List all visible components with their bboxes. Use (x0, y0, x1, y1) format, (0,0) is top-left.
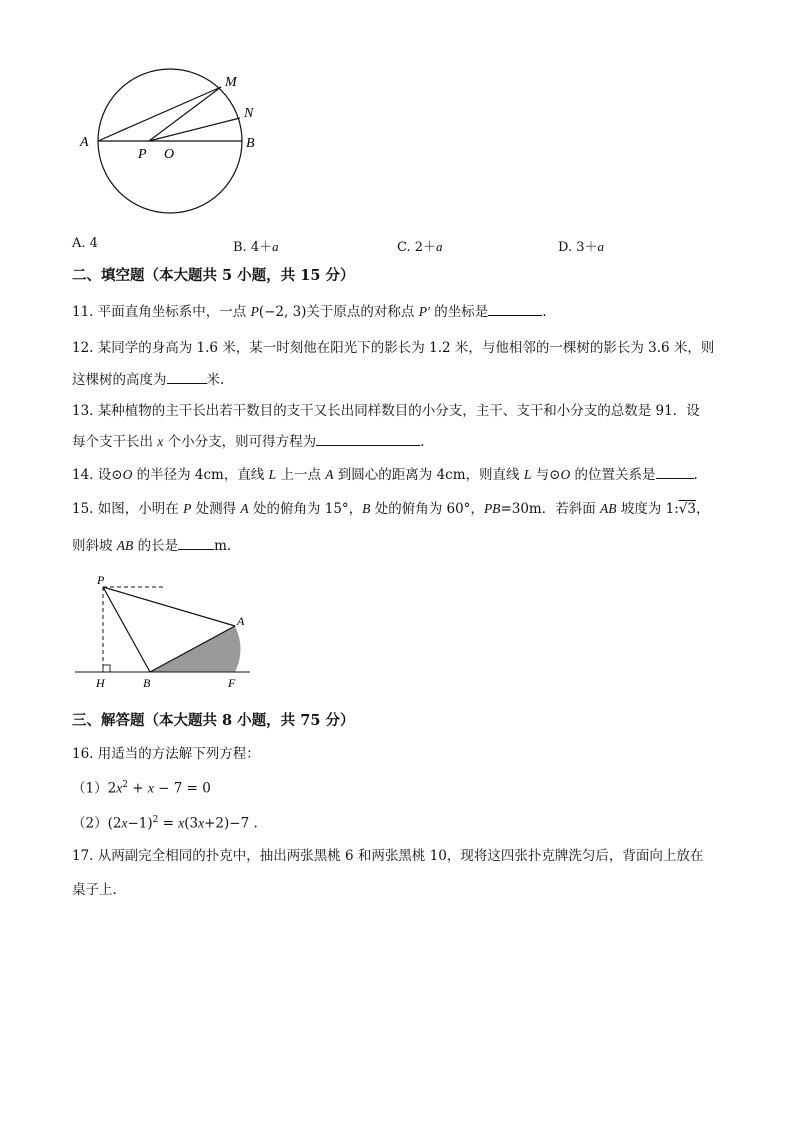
question-13-line1: 13. 某种植物的主干长出若干数目的支干又长出同样数目的小分支，主干、支干和小分支的总数是 91．设 (72, 403, 700, 419)
label-b: B (143, 676, 151, 690)
question-13-line2: 每个支干长出 x 个小分支，则可得方程为 . (72, 431, 424, 452)
question-17-line1: 17. 从两副完全相同的扑克中，抽出两张黑桃 6 和两张黑桃 10，现将这四张扑克牌洗匀后，背面向上放在 (72, 848, 704, 864)
question-15-line1: 15. 如图，小明在 P 处测得 A 处的俯角为 15°，B 处的俯角为 60°，PB=30m．若斜面 AB 坡度为 1:√3， (72, 501, 710, 517)
label-m: M (225, 75, 237, 90)
option-d: D. 3＋a (558, 239, 605, 255)
slope-figure (70, 572, 260, 694)
question-12-line1: 12. 某同学的身高为 1.6 米，某一时刻他在阳光下的影长为 1.2 米，与他相邻的一棵树的影长为 3.6 米，则 (72, 340, 715, 356)
label-f: F (228, 676, 236, 690)
question-12-line2: 这棵树的高度为 米. (72, 369, 224, 390)
label-o: O (164, 147, 175, 162)
circle-figure (74, 66, 274, 226)
segment-pb (103, 587, 150, 672)
section-3-title: 三、解答题（本大题共 8 小题，共 75 分） (72, 712, 355, 729)
answer-blank[interactable] (167, 369, 207, 384)
label-a: A (237, 614, 245, 628)
option-a: A. 4 (72, 236, 98, 251)
question-11: 11. 平面直角坐标系中，一点 P(−2, 3)关于原点的对称点 P′ 的坐标是 . (72, 301, 547, 322)
question-16-title: 16. 用适当的方法解下列方程： (72, 746, 260, 762)
answer-blank[interactable] (656, 464, 694, 479)
option-b: B. 4＋a (233, 239, 279, 255)
question-15-line2: 则斜坡 AB 的长是 m. (72, 535, 231, 556)
question-16-eq1: $(1)2x^2 + x - 7 = 0$ (72, 780, 211, 797)
label-h: H (96, 676, 105, 690)
label-p: P (97, 573, 105, 587)
right-angle-mark (103, 665, 110, 672)
question-17-line2: 桌子上. (72, 882, 117, 898)
question-16-eq2: $(2)(2x-1)^2 = x(3x+2)-7$ . (72, 815, 258, 832)
label-b: B (246, 136, 255, 151)
answer-blank[interactable] (178, 535, 214, 550)
section-2-title: 二、填空题（本大题共 5 小题，共 15 分） (72, 267, 355, 284)
label-n: N (244, 106, 254, 121)
label-a: A (80, 135, 89, 150)
answer-blank[interactable] (316, 431, 420, 446)
option-c: C. 2＋a (397, 239, 443, 255)
question-14: 14. 设⊙O 的半径为 4cm，直线 L 上一点 A 到圆心的距离为 4cm，则直线 L 与⊙O 的位置关系是 . (72, 464, 698, 485)
segment-pa (103, 587, 235, 626)
label-p: P (138, 147, 147, 162)
answer-blank[interactable] (488, 301, 542, 316)
segment-pn (149, 118, 240, 141)
